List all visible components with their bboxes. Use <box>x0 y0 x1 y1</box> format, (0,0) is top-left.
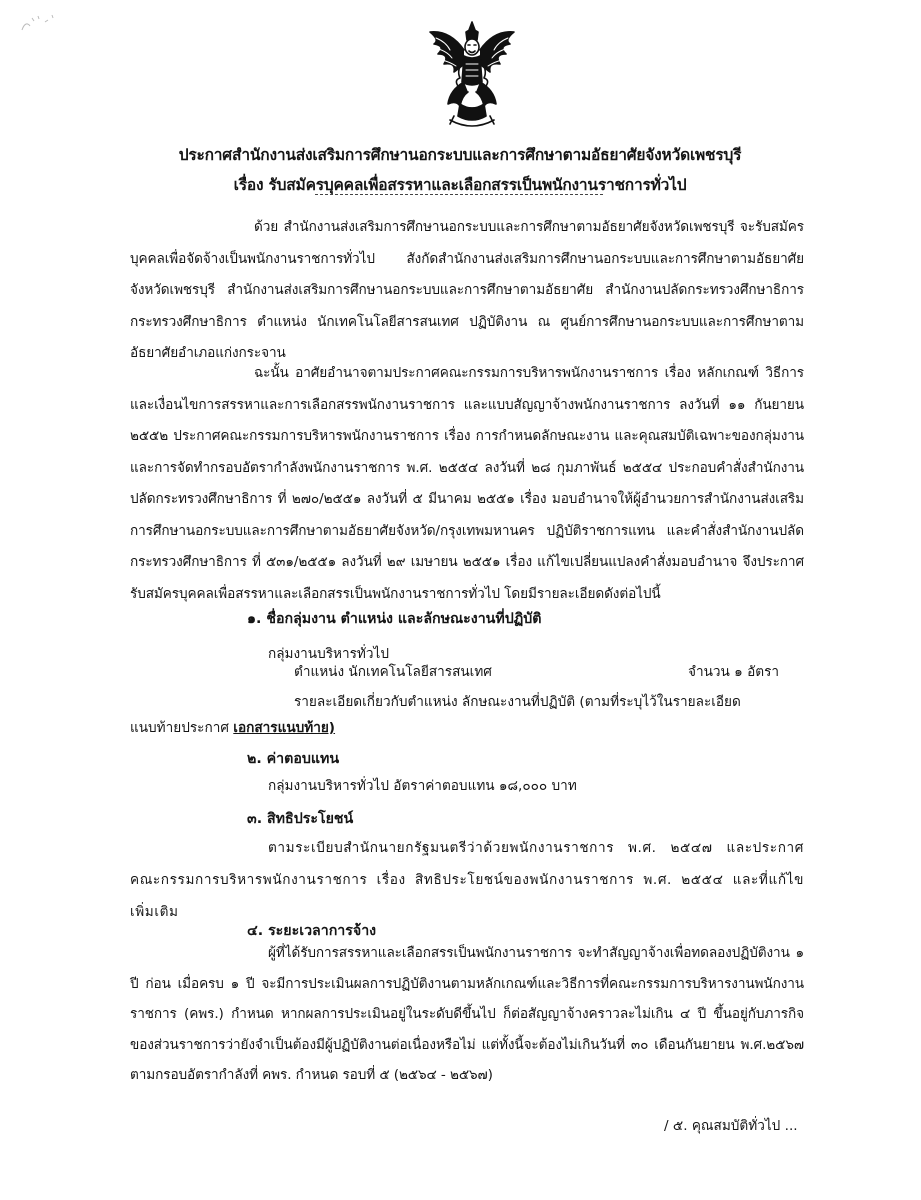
continuation-marker: / ๕. คุณสมบัติทั่วไป ... <box>664 1118 798 1134</box>
announcement-title: ประกาศสำนักงานส่งเสริมการศึกษานอกระบบและการศึกษาตามอัธยาศัยจังหวัดเพชรบุรี <box>178 146 742 164</box>
section-3-heading: ๓. สิทธิประโยชน์ <box>247 811 354 827</box>
section-4-heading: ๔. ระยะเวลาการจ้าง <box>247 923 377 939</box>
section-1-detail-prefix: แนบท้ายประกาศ <box>130 720 229 736</box>
section-1-heading: ๑. ชื่อกลุ่มงาน ตำแหน่ง และลักษณะงานที่ปฏิบัติ <box>247 611 542 627</box>
attachment-link[interactable]: เอกสารแนบท้าย) <box>233 720 336 736</box>
section-2-heading: ๒. ค่าตอบแทน <box>247 751 340 767</box>
garuda-emblem-icon <box>420 20 524 132</box>
section-2-compensation: กลุ่มงานบริหารทั่วไป อัตราค่าตอบแทน ๑๘,๐๐๐ บาท <box>268 778 577 794</box>
section-1-position: ตำแหน่ง นักเทคโนโลยีสารสนเทศ <box>294 664 492 680</box>
section-3-paragraph: ตามระเบียบสำนักนายกรัฐมนตรีว่าด้วยพนักงานราชการ พ.ศ. ๒๕๔๗ และประกาศคณะกรรมการบริหารพนักงานราชการ เรื่อง สิทธิประโยชน์ของพนักงานราชการ พ.ศ. ๒๕๕๔ และที่แก้ไขเพิ่มเติม <box>130 840 804 920</box>
section-1-detail-line2 <box>130 716 335 738</box>
announcement-subject: เรื่อง รับสมัครบุคคลเพื่อสรรหาและเลือกสรรเป็นพนักงานราชการทั่วไป <box>233 176 687 194</box>
scan-speck-icon <box>18 12 58 36</box>
title-separator <box>315 194 603 195</box>
intro-paragraph: ด้วย สำนักงานส่งเสริมการศึกษานอกระบบและการศึกษาตามอัธยาศัยจังหวัดเพชรบุรี จะรับสมัครบุคคลเพื่อจัดจ้างเป็นพนักงานราชการทั่วไป สังกัดสำนักงานส่งเสริมการศึกษานอกระบบและการศึกษาตามอัธยาศัยจังหวัดเพชรบุรี สำนักงานส่งเสริมการศึกษานอกระบบและการศึกษาตามอัธยาศัย สำนักงานปลัดกระทรวงศึกษาธิการ กระทรวงศึกษาธิการ ตำแหน่ง นักเทคโนโลยีสารสนเทศ ปฏิบัติงาน ณ ศูนย์การศึกษานอกระบบและการศึกษาตามอัธยาศัยอำเภอแก่งกระจาน <box>130 219 804 361</box>
section-4-paragraph: ผู้ที่ได้รับการสรรหาและเลือกสรรเป็นพนักงานราชการ จะทำสัญญาจ้างเพื่อทดลองปฏิบัติงาน ๑ ปี ก่อน เมื่อครบ ๑ ปี จะมีการประเมินผลการปฏิบัติงานตามหลักเกณฑ์และวิธีการที่คณะกรรมการบริหารงานพนักงานราชการ (คพร.) กำหนด หากผลการประเมินอยู่ในระดับดีขึ้นไป ก็ต่อสัญญาจ้างคราวละไม่เกิน ๔ ปี ขึ้นอยู่กับภารกิจของส่วนราชการว่ายังจำเป็นต้องมีผู้ปฏิบัติงานต่อเนื่องหรือไม่ แต่ทั้งนี้จะต้องไม่เกินวันที่ ๓๐ เดือนกันยายน พ.ศ.๒๕๖๗ ตามกรอบอัตรากำลังที่ คพร. กำหนด รอบที่ ๕ (๒๕๖๔ - ๒๕๖๗) <box>130 945 804 1083</box>
section-1-group: กลุ่มงานบริหารทั่วไป <box>268 646 389 662</box>
authority-paragraph: ฉะนั้น อาศัยอำนาจตามประกาศคณะกรรมการบริหารพนักงานราชการ เรื่อง หลักเกณฑ์ วิธีการและเงื่อนไขการสรรหาและการเลือกสรรพนักงานราชการ และแบบสัญญาจ้างพนักงานราชการ ลงวันที่ ๑๑ กันยายน ๒๕๕๒ ประกาศคณะกรรมการบริหารพนักงานราชการ เรื่อง การกำหนดลักษณะงาน และคุณสมบัติเฉพาะของกลุ่มงาน และการจัดทำกรอบอัตรากำลังพนักงานราชการ พ.ศ. ๒๕๕๔ ลงวันที่ ๒๘ กุมภาพันธ์ ๒๕๕๔ ประกอบคำสั่งสำนักงานปลัดกระทรวงศึกษาธิการ ที่ ๒๗๐/๒๕๕๑ ลงวันที่ ๕ มีนาคม ๒๕๕๑ เรื่อง มอบอำนาจให้ผู้อำนวยการสำนักงานส่งเสริมการศึกษานอกระบบและการศึกษาตามอัธยาศัยจังหวัด/กรุงเทพมหานคร ปฏิบัติราชการแทน และคำสั่งสำนักงานปลัดกระทรวงศึกษาธิการ ที่ ๕๓๑/๒๕๕๑ ลงวันที่ ๒๙ เมษายน ๒๕๕๑ เรื่อง แก้ไขเปลี่ยนแปลงคำสั่งมอบอำนาจ จึงประกาศรับสมัครบุคคลเพื่อสรรหาและเลือกสรรเป็นพนักงานราชการทั่วไป โดยมีรายละเอียดดังต่อไปนี้ <box>130 365 804 602</box>
section-1-detail-line1: รายละเอียดเกี่ยวกับตำแหน่ง ลักษณะงานที่ปฏิบัติ (ตามที่ระบุไว้ในรายละเอียด <box>294 694 741 710</box>
section-1-quota: จำนวน ๑ อัตรา <box>688 664 780 680</box>
